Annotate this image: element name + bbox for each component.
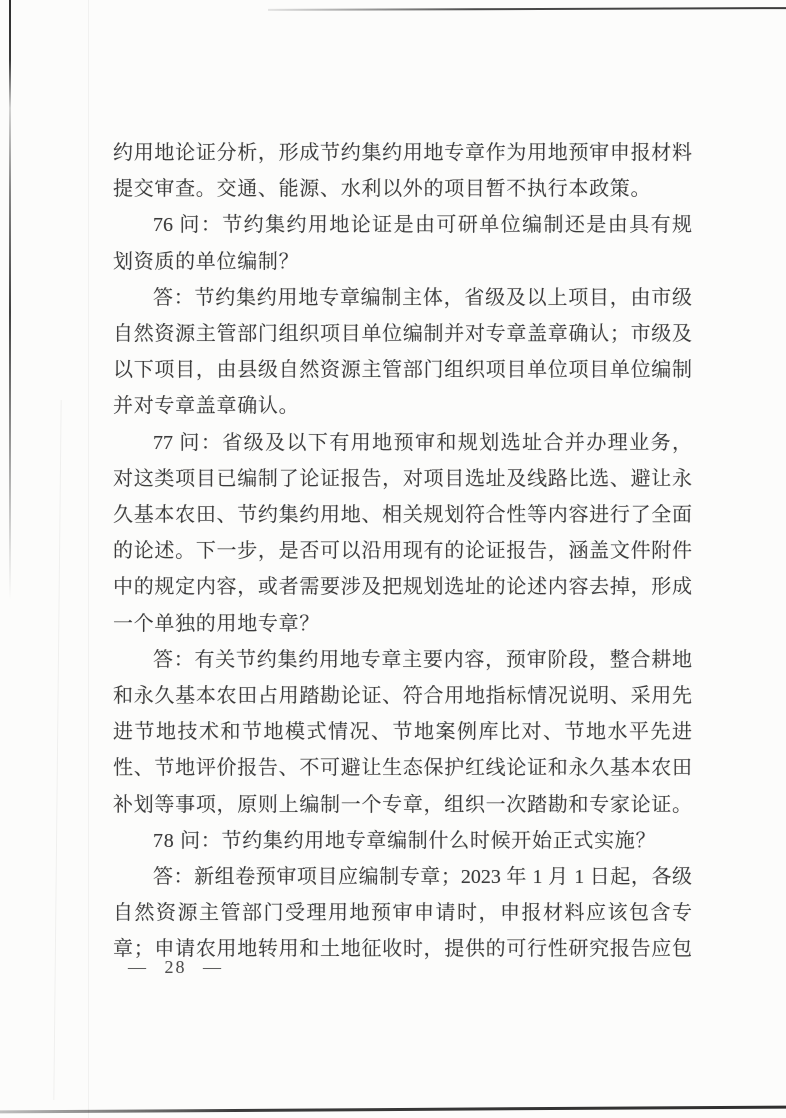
text-line: 和永久基本农田占用踏勘论证、符合用地指标情况说明、采用先 — [113, 685, 692, 708]
paragraph-a78 — [113, 859, 692, 968]
scan-artifact-left-vertical-line — [9, 0, 11, 600]
text-line: 自然资源主管部门受理用地预审申请时，申报材料应该包含专 — [113, 902, 692, 925]
text-line: 中的规定内容，或者需要涉及把规划选址的论述内容去掉，形成 — [113, 576, 692, 599]
scan-artifact-top-horizontal-line — [268, 7, 786, 11]
text-line: 答：节约集约用地专章编制主体，省级及以上项目，由市级 — [153, 286, 692, 309]
paragraph-q78 — [113, 823, 692, 859]
text-block — [113, 135, 692, 968]
text-line: 提交审查。交通、能源、水利以外的项目暂不执行本政策。 — [113, 178, 652, 201]
text-line: 答：有关节约集约用地专章主要内容，预审阶段，整合耕地 — [153, 648, 692, 671]
text-line: 以下项目，由县级自然资源主管部门组织项目单位项目单位编制 — [113, 359, 692, 382]
paragraph-a76 — [113, 280, 692, 425]
text-line: 进节地技术和节地模式情况、节地案例库比对、节地水平先进 — [113, 721, 692, 744]
paragraph-q77 — [113, 425, 692, 642]
page-number: — 28 — — [128, 957, 223, 977]
text-line: 答：新组卷预审项目应编制专章；2023 年 1 月 1 日起，各级 — [153, 866, 692, 889]
text-line: 的论述。下一步，是否可以沿用现有的论证报告，涵盖文件附件 — [113, 540, 692, 563]
text-line: 补划等事项，原则上编制一个专章，组织一次踏勘和专家论证。 — [113, 793, 692, 816]
paragraph-a77 — [113, 642, 692, 823]
text-line: 性、节地评价报告、不可避让生态保护红线论证和永久基本农田 — [113, 757, 692, 780]
text-line: 划资质的单位编制？ — [113, 250, 300, 273]
scan-artifact-bottom-horizontal-line — [0, 1106, 786, 1114]
text-line: 对这类项目已编制了论证报告，对项目选址及线路比选、避让永 — [113, 467, 692, 490]
text-line: 并对专章盖章确认。 — [113, 395, 300, 418]
paragraph-q76 — [113, 207, 692, 279]
text-line: 约用地论证分析，形成节约集约用地专章作为用地预审申报材料 — [113, 142, 692, 164]
paragraph-p75-continuation — [113, 135, 692, 207]
text-line: 章；申请农用地转用和土地征收时，提供的可行性研究报告应包 — [113, 938, 692, 961]
scan-artifact-paper-crease-faint — [53, 400, 61, 1100]
text-line: 自然资源主管部门组织项目单位编制并对专章盖章确认；市级及 — [113, 323, 692, 346]
scan-artifact-paper-crease — [88, 0, 89, 1118]
text-line: 78 问：节约集约用地专章编制什么时候开始正式实施？ — [153, 829, 657, 852]
text-line: 76 问：节约集约用地论证是由可研单位编制还是由具有规 — [153, 214, 692, 237]
text-line: 一个单独的用地专章？ — [113, 612, 320, 635]
text-line: 久基本农田、节约集约用地、相关规划符合性等内容进行了全面 — [113, 504, 692, 527]
text-line: 77 问：省级及以下有用地预审和规划选址合并办理业务， — [153, 431, 692, 454]
